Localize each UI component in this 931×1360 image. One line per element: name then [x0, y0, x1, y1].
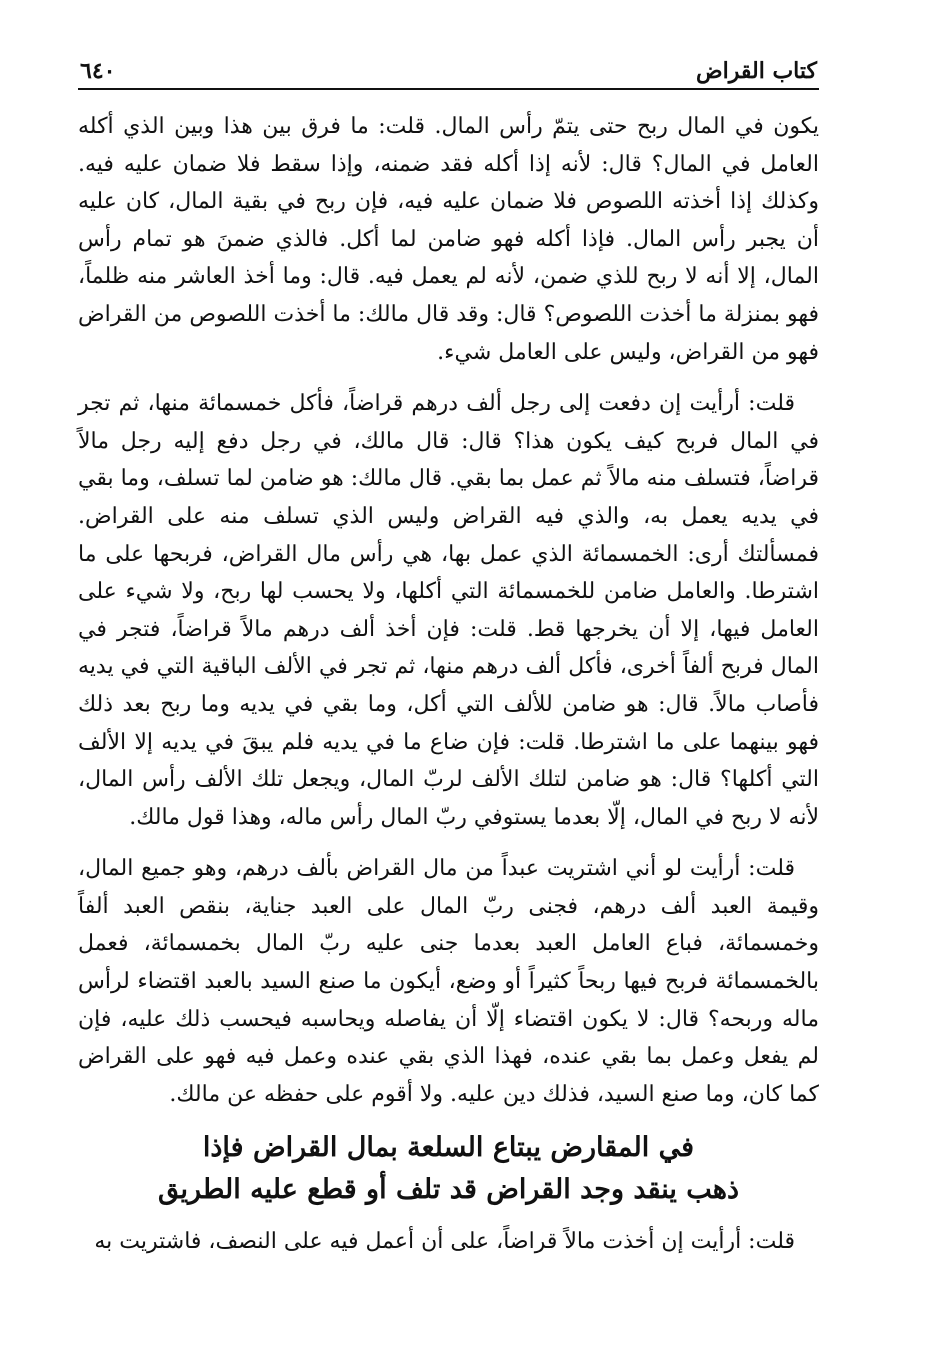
- paragraph-2: قلت: أرأيت إن دفعت إلى رجل ألف درهم قراضاً، فأكل خمسمائة منها، ثم تجر في المال فربح كيف يكون هذا؟ قال: قال مالك، في رجل دفع إليه رجل مالاً قراضاً، فتسلف منه مالاً ثم عمل بما بقي. قال مالك: هو ضامن لما تسلف، وما بقي في يديه يعمل به، والذي فيه القراض وليس الذي تسلف منه على القراض. فمسألتك أرى: الخمسمائة الذي عمل بها، هي رأس مال القراض، فربحها على ما اشترطا. والعامل ضامن للخمسمائة التي أكلها، ولا يحسب لها ربح، ولا شيء على العامل فيها، إلا أن يخرجها قط. قلت: فإن أخذ ألف درهم مالاً قراضاً، فتجر في المال فربح ألفاً أخرى، فأكل ألف درهم منها، ثم تجر في الألف الباقية التي في يديه فأصاب مالاً. قال: هو ضامن للألف التي أكل، وما بقي في يديه وما ربح بعد ذلك فهو بينهما على ما اشترطا. قلت: فإن ضاع ما في يديه فلم يبقَ في يديه إلا الألف التي أكلها؟ قال: هو ضامن لتلك الألف لربّ المال، ويجعل تلك الألف رأس المال، لأنه لا ربح في المال، إلّا بعدما يستوفي ربّ المال رأس ماله، وهذا قول مالك.: [78, 391, 819, 830]
- section-heading-line-1: في المقارض يبتاع السلعة بمال القراض فإذا: [202, 1132, 695, 1164]
- paragraph-1: يكون في المال ربح حتى يتمّ رأس المال. قلت: ما فرق بين هذا وبين الذي أكله العامل في المال؟ قال: لأنه إذا أكله فقد ضمنه، وإذا سقط فلا ضمان عليه فيه. وكذلك إذا أخذته اللصوص فلا ضمان عليه فيه، فإن ربح في بقية المال، كان عليه أن يجبر رأس المال. فإذا أكله فهو ضامن لما أكل. فالذي ضمنَ هو تمام رأس المال، إلا أنه لا ربح للذي ضمن، لأنه لم يعمل فيه. قال: وما أخذ العاشر منه ظلماً، فهو بمنزلة ما أخذت اللصوص؟ قال: وقد قال مالك: ما أخذت اللصوص من القراض فهو من القراض، وليس على العامل شيء.: [78, 114, 819, 365]
- paragraph-3: قلت: أرأيت لو أني اشتريت عبداً من مال القراض بألف درهم، وهو جميع المال، وقيمة العبد ألف درهم، فجنى ربّ المال على العبد جناية، بنقص العبد ألفاً وخمسمائة، فباع العامل العبد بعدما جنى عليه ربّ المال بخمسمائة، فعمل بالخمسمائة فربح فيها ربحاً كثيراً أو وضع، أيكون ما صنع السيد بالعبد اقتضاء لرأس ماله وربحه؟ قال: لا يكون اقتضاء إلّا أن يفاصله ويحاسبه فيحسب ذلك عليه، فإن لم يفعل وعمل بما بقي عنده، فهذا الذي بقي عنده وعمل فيه فهو على القراض كما كان، وما صنع السيد، فذلك دين عليه. ولا أقوم على حفظه عن مالك.: [78, 856, 819, 1107]
- running-head: [78, 48, 819, 90]
- book-title: كتاب القراض: [696, 58, 817, 84]
- paragraph-4: قلت: أرأيت إن أخذت مالاً قراضاً، على أن أعمل فيه على النصف، فاشتريت به: [94, 1229, 795, 1255]
- page-body: [78, 108, 819, 1261]
- page-number: ٦٤٠: [80, 58, 116, 84]
- section-heading: [78, 1127, 819, 1211]
- section-heading-line-2: ذهب ينقد وجد القراض قد تلف أو قطع عليه الطريق: [157, 1174, 740, 1206]
